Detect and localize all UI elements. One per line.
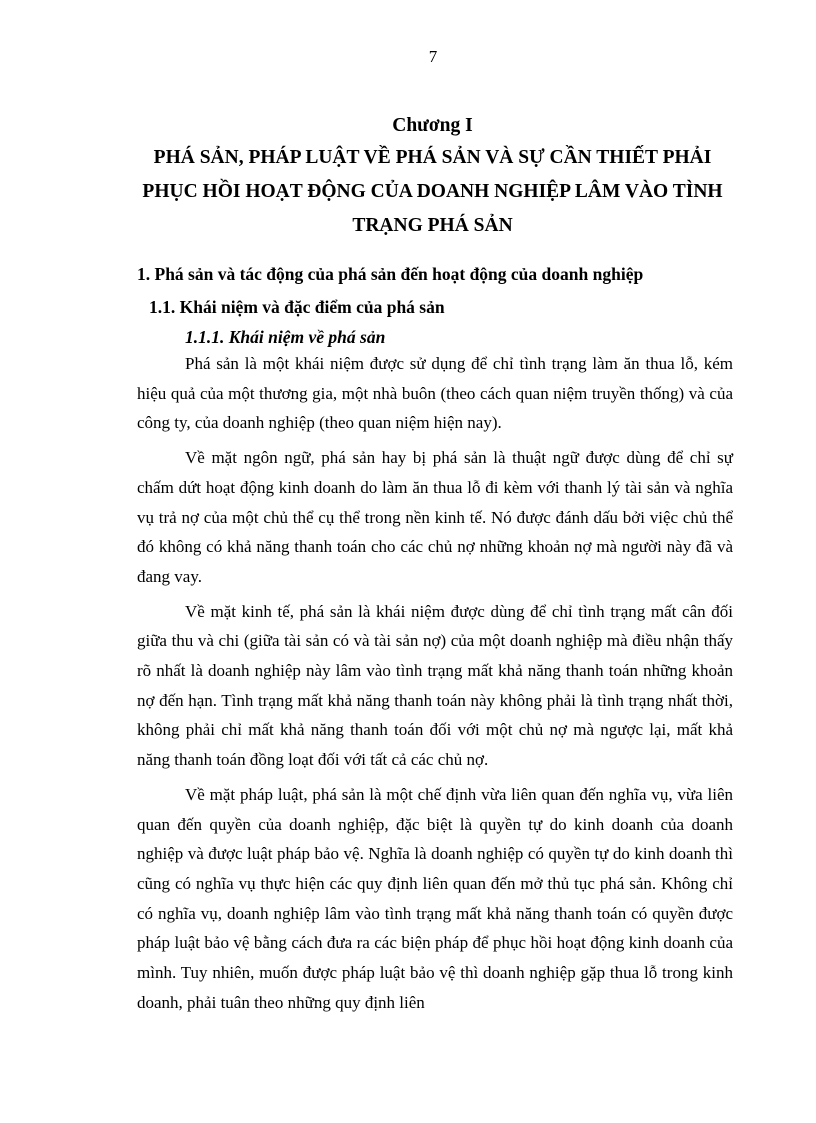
paragraph: Về mặt pháp luật, phá sản là một chế định vừa liên quan đến nghĩa vụ, vừa liên quan đến quyền của doanh nghiệp, đặc biệt là quyền tự do kinh doanh của doanh nghiệp và được luật pháp bảo vệ. Nghĩa là doanh nghiệp có quyền tự do kinh doanh thì cũng có nghĩa vụ thực hiện các quy định liên quan đến mở thủ tục phá sản. Không chỉ có nghĩa vụ, doanh nghiệp lâm vào tình trạng mất khả năng thanh toán có quyền được pháp luật bảo vệ bằng cách đưa ra các biện pháp để phục hồi hoạt động kinh doanh của mình. Tuy nhiên, muốn được pháp luật bảo vệ thì doanh nghiệp gặp thua lỗ trong kinh doanh, phải tuân theo những quy định liên <box>137 784 733 1012</box>
section-heading-1-1-1: 1.1.1. Khái niệm về phá sản <box>185 327 386 347</box>
body-text <box>137 349 733 1017</box>
chapter-title: PHÁ SẢN, PHÁP LUẬT VỀ PHÁ SẢN VÀ SỰ CẦN THIẾT PHẢI PHỤC HỒI HOẠT ĐỘNG CỦA DOANH NGHIỆP LÂM VÀO TÌNH TRẠNG PHÁ SẢN <box>142 147 723 236</box>
paragraph: Phá sản là một khái niệm được sử dụng để chỉ tình trạng làm ăn thua lỗ, kém hiệu quả của một thương gia, một nhà buôn (theo cách quan niệm truyền thống) và của công ty, của doanh nghiệp (theo quan niệm hiện nay). <box>137 354 733 433</box>
paragraph: Về mặt ngôn ngữ, phá sản hay bị phá sản là thuật ngữ được dùng để chỉ sự chấm dứt hoạt động kinh doanh do làm ăn thua lỗ đi kèm với thanh lý tài sản và nghĩa vụ trả nợ của một chủ thể cụ thể trong nền kinh tế. Nó được đánh dấu bởi việc chủ thể đó không có khả năng thanh toán cho các chủ nợ những khoản nợ mà người này đã và đang vay. <box>137 448 733 586</box>
chapter-heading <box>130 111 735 243</box>
chapter-label: Chương I <box>392 115 473 136</box>
page-number: 7 <box>428 47 438 66</box>
section-heading-1-1: 1.1. Khái niệm và đặc điểm của phá sản <box>149 297 445 317</box>
paragraph: Về mặt kinh tế, phá sản là khái niệm được dùng để chỉ tình trạng mất cân đối giữa thu và chi (giữa tài sản có và tài sản nợ) của một doanh nghiệp mà điều nhận thấy rõ nhất là doanh nghiệp này lâm vào tình trạng mất khả năng thanh toán những khoản nợ đến hạn. Tình trạng mất khả năng thanh toán này không phải là tình trạng nhất thời, không phải chỉ mất khả năng thanh toán đối với một chủ nợ mà ngược lại, mất khả năng thanh toán đồng loạt đối với tất cả các chủ nợ. <box>137 601 733 770</box>
section-heading-1: 1. Phá sản và tác động của phá sản đến hoạt động của doanh nghiệp <box>137 264 644 284</box>
